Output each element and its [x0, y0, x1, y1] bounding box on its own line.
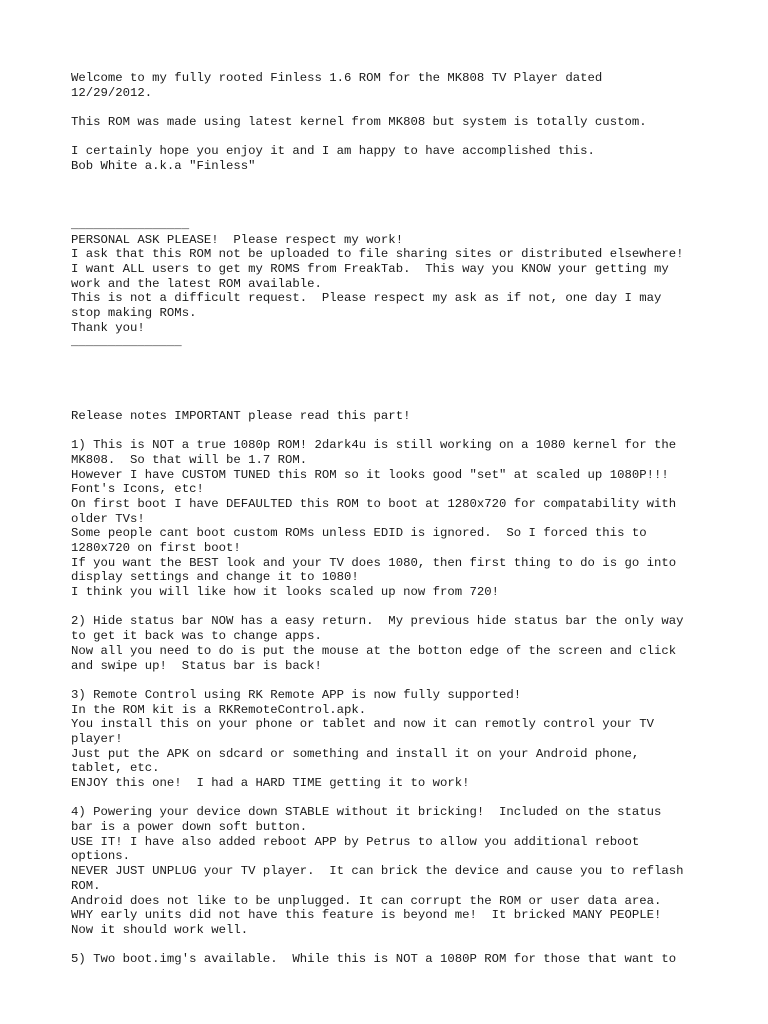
- text-line: NEVER JUST UNPLUG your TV player. It can brick the device and cause you to reflash: [71, 864, 684, 879]
- text-line: [71, 600, 711, 615]
- text-line: On first boot I have DEFAULTED this ROM to boot at 1280x720 for compatability with: [71, 496, 677, 511]
- text-line: This ROM was made using latest kernel from MK808 but system is totally custom.: [71, 115, 647, 130]
- text-line: [71, 350, 711, 365]
- text-line: older TVs!: [71, 511, 145, 526]
- text-line: options.: [71, 849, 131, 864]
- text-line: Bob White a.k.a "Finless": [71, 159, 256, 174]
- text-line: I think you will like how it looks scaled up now from 720!: [71, 585, 500, 600]
- text-line: If you want the BEST look and your TV does 1080, then first thing to do is go into: [71, 555, 677, 570]
- text-line: I ask that this ROM not be uploaded to file sharing sites or distributed elsewhere!: [71, 247, 684, 262]
- text-line: Now it should work well.: [71, 922, 249, 937]
- text-line: bar is a power down soft button.: [71, 820, 308, 835]
- text-line: 1280x720 on first boot!: [71, 541, 241, 555]
- text-line: to get it back was to change apps.: [71, 629, 322, 644]
- text-line: USE IT! I have also added reboot APP by Petrus to allow you additional reboot: [71, 834, 640, 849]
- text-line: Now all you need to do is put the mouse at the botton edge of the screen and click: [71, 643, 677, 658]
- text-line: [71, 174, 711, 189]
- text-line: [71, 673, 711, 688]
- text-line: 5) Two boot.img's available. While this is NOT a 1080P ROM for those that want to: [71, 952, 677, 967]
- text-line: 4) Powering your device down STABLE without it bricking! Included on the status: [71, 805, 662, 820]
- text-line: However I have CUSTOM TUNED this ROM so it looks good "set" at scaled up 1080P!!!: [71, 467, 669, 482]
- text-line: Android does not like to be unplugged. It can corrupt the ROM or user data area.: [71, 893, 662, 908]
- text-line: [71, 130, 711, 145]
- text-line: ENJOY this one! I had a HARD TIME getting it to work!: [71, 776, 470, 790]
- text-line: I certainly hope you enjoy it and I am happy to have accomplished this.: [71, 144, 595, 159]
- text-line: In the ROM kit is a RKRemoteControl.apk.: [71, 702, 367, 717]
- text-line: 1) This is NOT a true 1080p ROM! 2dark4u is still working on a 1080 kernel for the: [71, 438, 677, 453]
- text-line: stop making ROMs.: [71, 306, 197, 320]
- text-line: [71, 394, 711, 409]
- text-line: [71, 938, 711, 953]
- text-line: Release notes IMPORTANT please read this part!: [71, 408, 411, 423]
- text-line: _______________: [71, 335, 182, 350]
- text-line: [71, 100, 711, 115]
- text-line: Just put the APK on sdcard or something and install it on your Android phone,: [71, 746, 640, 761]
- text-line: 12/29/2012.: [71, 85, 153, 100]
- text-line: Some people cant boot custom ROMs unless EDID is ignored. So I forced this to: [71, 526, 647, 541]
- text-line: [71, 424, 711, 439]
- text-line: ROM.: [71, 878, 101, 893]
- text-line: player!: [71, 731, 123, 746]
- text-line: Font's Icons, etc!: [71, 482, 204, 497]
- text-line: ________________: [71, 217, 190, 232]
- text-line: I want ALL users to get my ROMS from FreakTab. This way you KNOW your getting my: [71, 261, 669, 276]
- text-line: [71, 365, 711, 380]
- text-line: [71, 379, 711, 394]
- text-line: MK808. So that will be 1.7 ROM.: [71, 452, 308, 467]
- text-line: Thank you!: [71, 320, 145, 335]
- text-line: [71, 791, 711, 806]
- text-line: [71, 189, 711, 204]
- text-line: This is not a difficult request. Please respect my ask as if not, one day I may: [71, 291, 662, 306]
- text-line: tablet, etc.: [71, 761, 160, 776]
- text-line: and swipe up! Status bar is back!: [71, 658, 322, 673]
- document-body: [71, 71, 711, 967]
- text-line: WHY early units did not have this feature is beyond me! It bricked MANY PEOPLE!: [71, 908, 662, 923]
- text-line: [71, 203, 711, 218]
- text-line: display settings and change it to 1080!: [71, 570, 359, 585]
- text-line: 2) Hide status bar NOW has a easy return. My previous hide status bar the only way: [71, 614, 684, 629]
- text-line: work and the latest ROM available.: [71, 276, 322, 291]
- text-line: PERSONAL ASK PLEASE! Please respect my work!: [71, 232, 404, 247]
- text-line: You install this on your phone or tablet and now it can remotly control your TV: [71, 717, 654, 732]
- text-line: 3) Remote Control using RK Remote APP is now fully supported!: [71, 687, 522, 702]
- text-line: Welcome to my fully rooted Finless 1.6 ROM for the MK808 TV Player dated: [71, 71, 603, 85]
